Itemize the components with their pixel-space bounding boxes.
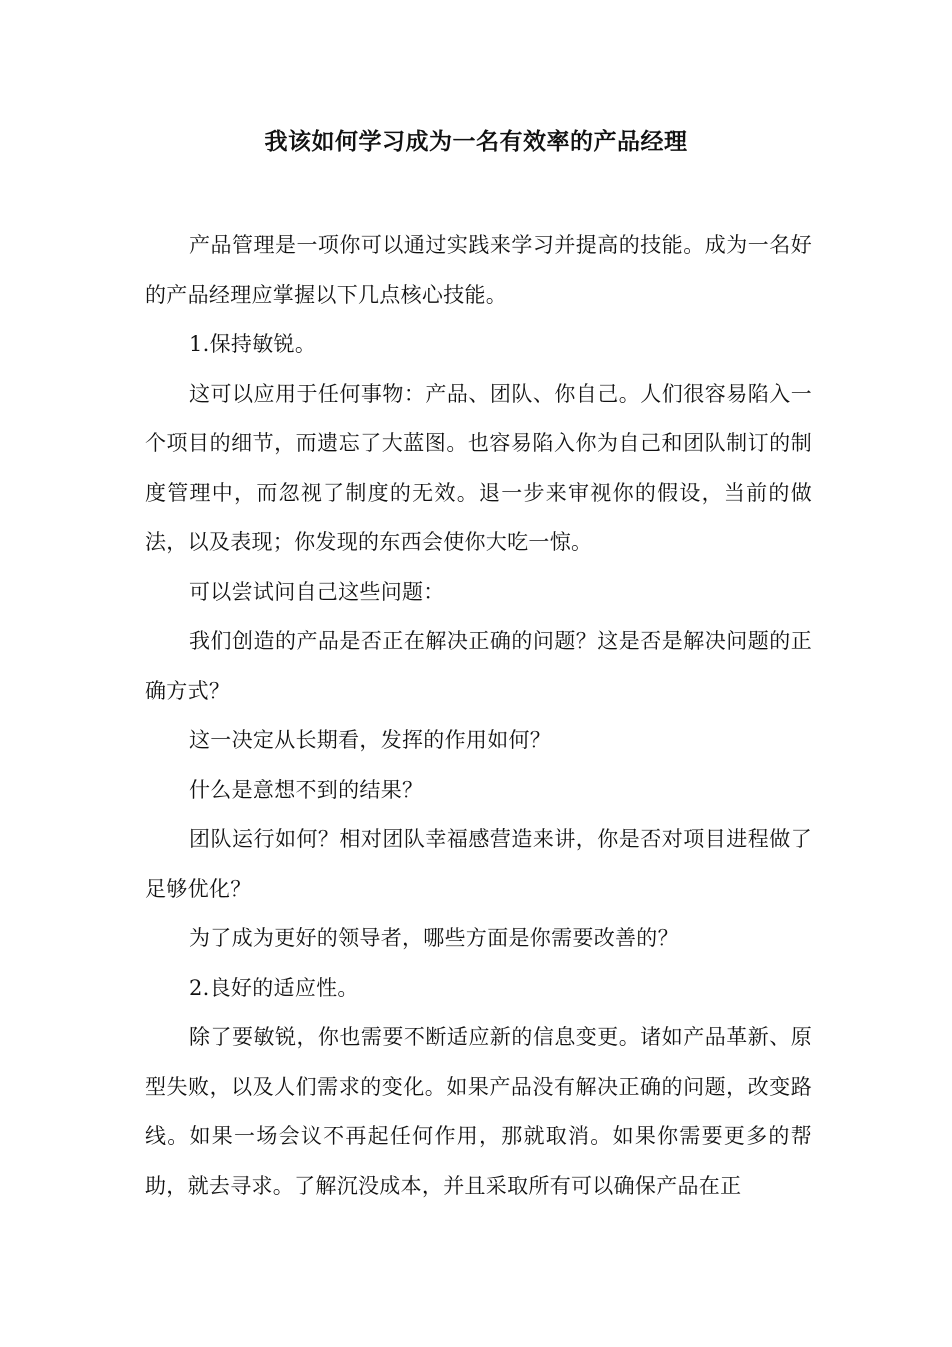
paragraph-question-5: 为了成为更好的领导者，哪些方面是你需要改善的？ <box>189 926 679 950</box>
paragraph-adaptability: 除了要敏锐，你也需要不断适应新的信息变更。诸如产品革新、原型失败，以及人们需求的变化。如果产品没有解决正确的问题，改变路线。如果一场会议不再起任何作用，那就取消。如果你需要更多的帮助，就去寻求。了解沉没成本，并且采取所有可以确保产品在正 <box>145 1025 812 1198</box>
paragraph-question-1: 我们创造的产品是否正在解决正确的问题？这是否是解决问题的正确方式？ <box>145 629 812 703</box>
paragraph-sharpness: 这可以应用于任何事物：产品、团队、你自己。人们很容易陷入一个项目的细节，而遗忘了大蓝图。也容易陷入你为自己和团队制订的制度管理中，而忽视了制度的无效。退一步来审视你的假设，当前的做法，以及表现；你发现的东西会使你大吃一惊。 <box>145 381 812 554</box>
document-title: 我该如何学习成为一名有效率的产品经理 <box>264 128 688 155</box>
paragraph-question-2: 这一决定从长期看，发挥的作用如何？ <box>189 728 552 752</box>
paragraph-heading-2: 2.良好的适应性。 <box>189 975 359 1000</box>
paragraph-questions-intro: 可以尝试问自己这些问题： <box>189 579 445 604</box>
paragraph-heading-1: 1.保持敏锐。 <box>189 332 317 356</box>
paragraph-intro: 产品管理是一项你可以通过实践来学习并提高的技能。成为一名好的产品经理应掌握以下几点核心技能。 <box>145 233 812 307</box>
document-body <box>145 221 812 1211</box>
paragraph-question-4: 团队运行如何？相对团队幸福感营造来讲，你是否对项目进程做了足够优化？ <box>145 827 812 901</box>
paragraph-question-3: 什么是意想不到的结果？ <box>189 777 424 802</box>
